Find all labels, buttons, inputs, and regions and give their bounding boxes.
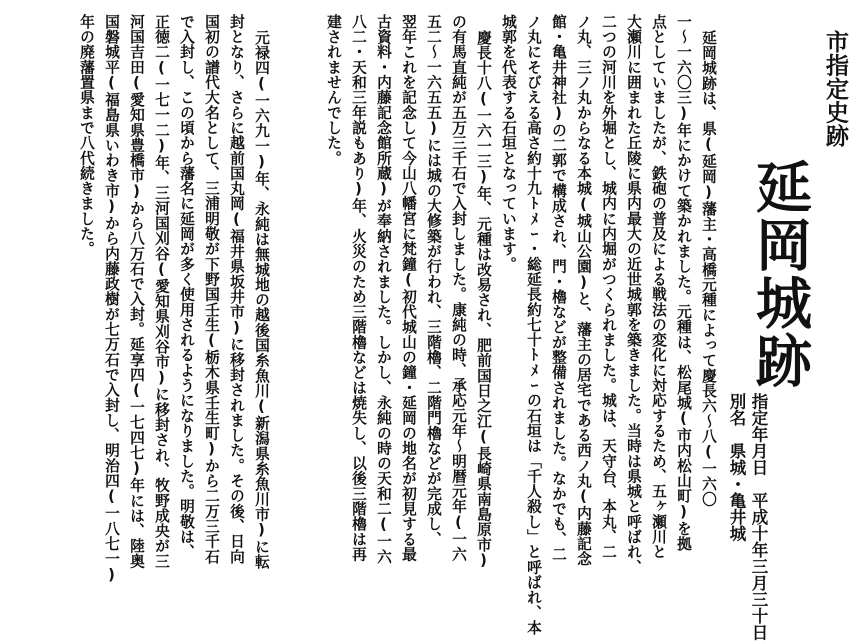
body-line: 点としていましたが、鉄砲の普及による戦法の変化に対応するため、五ヶ瀬川と — [650, 14, 667, 560]
body-line: 国初の譜代大名として、三浦明敬が下野国壬生(栃木県壬生町)から二万三千石 — [203, 14, 220, 564]
designation-date-line: 指定年月日 平成十年三月三十日 — [749, 393, 768, 641]
body-line: 館・亀井神社)の二郭で構成され、門・櫓などが整備されました。なかでも、二 — [550, 14, 567, 562]
body-line: 年の廃藩置県まで八代続きました。 — [78, 14, 95, 257]
alias-line: 別名 県城・亀井城 — [727, 393, 746, 542]
body-line: 延岡城跡は、県(延岡)藩主・高橋元種によって慶長六～八(一六〇 — [700, 30, 717, 507]
body-line: 元禄四(一六九一)年、永純は無城地の越後国糸魚川(新潟県糸魚川市)に転 — [253, 30, 270, 570]
body-line: 五二～一六五五)には城の大修築が行われ、三階櫓、二階門櫓などが完成し、 — [425, 14, 442, 547]
body-line: 二つの河川を外堀とし、城内に内堀がつくられました。城は、天守台、本丸、二 — [600, 14, 617, 560]
body-line: 大瀬川に囲まれた丘陵に県内最大の近世城郭を築きました。当時は県城と呼ばれ、 — [625, 14, 642, 575]
body-line: 慶長十八(一六一三)年、元種は改易され、肥前国日之江(長崎県南島原市) — [475, 30, 492, 570]
body-line: 城郭を代表する石垣となっています。 — [500, 14, 517, 272]
body-line: ノ丸にそびえる高さ約十九ﾄﾒｰ・総延長約七十ﾄﾒｰの石垣は「千人殺し」と呼ばれ、本 — [525, 14, 542, 636]
body-line: 翌年これを記念して今山八幡宮に梵鐘(初代城山の鐘・延岡の地名が初見する最 — [400, 14, 417, 562]
body-line: 封となり、さらに越前国丸岡(福井県坂井市)に移封されました。その後、日向 — [228, 14, 245, 564]
body-line: 八二・天和三年説もあり)年、火災のため三階櫓などは焼失し、以後三階櫓は再 — [350, 14, 367, 562]
site-title: 延岡城跡 — [747, 158, 813, 390]
site-category: 市指定史跡 — [822, 30, 848, 148]
body-line: 正徳二(一七一二)年、三河国刈谷(愛知県刈谷市)に移封され、牧野成央が三 — [153, 14, 170, 569]
body-line: 国磐城平(福島県いわき市)から内藤政樹が七万石で入封し、明治四(一八七一) — [103, 14, 120, 584]
body-line: 河国吉田(愛知県豊橋市)から八万石で入封。延享四(一七四七)年には、陸奥 — [128, 14, 145, 569]
body-line: 古資料・内藤記念館所蔵)が奉納されました。しかし、永純の時の天和二(一六 — [375, 14, 392, 564]
body-line: 建されませんでした。 — [325, 14, 342, 166]
body-line: で入封し、この頃から藩名に延岡が多く使用されるようになりました。明敬は、 — [178, 14, 195, 560]
body-line: ノ丸、三ノ丸からなる本城(城山公園)と、藩主の居宅である西ノ丸(内藤記念 — [575, 14, 592, 567]
body-line: 一～一六〇三)年にかけて築かれました。元種は、松尾城(市内松山町)を拠 — [675, 14, 692, 552]
body-line: の有馬直純が五万三千石で入封しました。康純の時、承応元年～明暦元年(一六 — [450, 14, 467, 562]
